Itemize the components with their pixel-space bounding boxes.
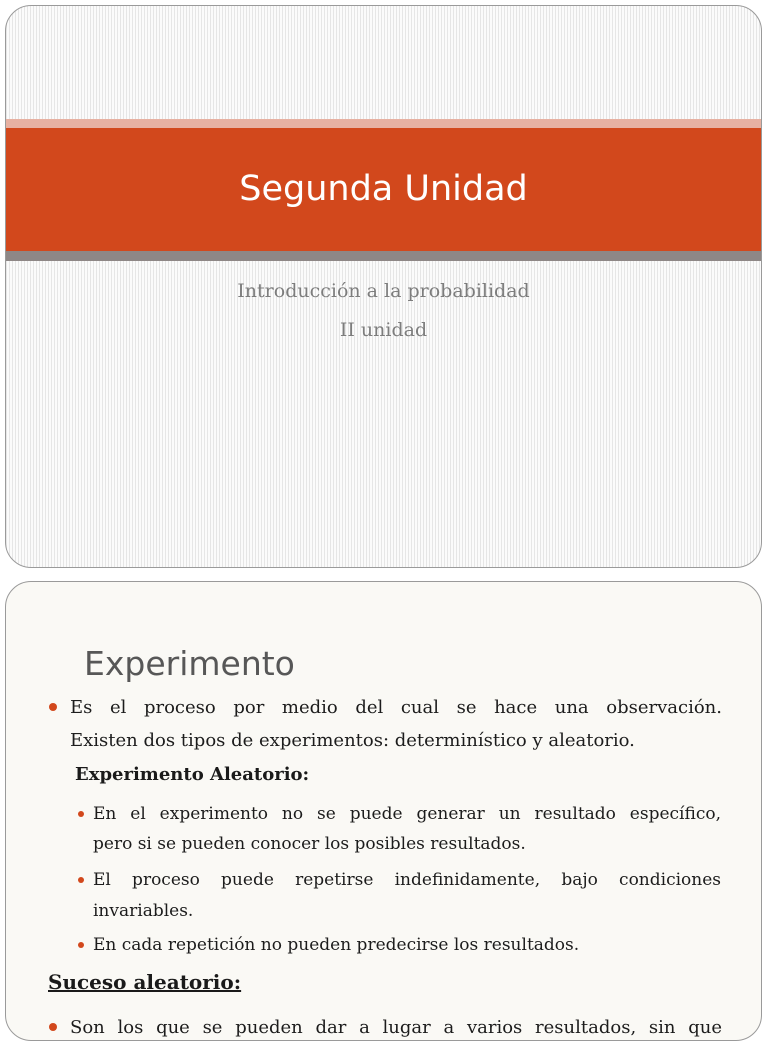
sub-bullet-text: En el experimento no se puede generar un resultado específico, [93, 804, 721, 824]
bullet-text: Son los que se pueden dar a lugar a varios resultados, sin que [70, 1017, 722, 1038]
sub-bullet-text: pero si se pueden conocer los posibles resultados. [93, 834, 526, 854]
sub-bullet-text: invariables. [93, 901, 194, 921]
content-slide [5, 581, 762, 1041]
bullet-text: Es el proceso por medio del cual se hace una observación. [70, 697, 722, 718]
bullet-icon [49, 703, 57, 711]
title-slide [5, 5, 762, 568]
sub-bullet-icon [78, 811, 84, 817]
bullet-text: Existen dos tipos de experimentos: determinístico y aleatorio. [70, 730, 635, 751]
slide-subtitle-unit: II unidad [339, 319, 428, 341]
sub-bullet-text: En cada repetición no pueden predecirse los resultados. [93, 935, 580, 955]
title-band-bottom [6, 251, 761, 261]
bullet-icon [49, 1023, 57, 1031]
slide-subtitle: Introducción a la probabilidad [237, 280, 530, 302]
sub-bullet-icon [78, 877, 84, 883]
title-band-top [6, 119, 761, 128]
section-heading: Suceso aleatorio: [48, 970, 242, 994]
subheading: Experimento Aleatorio: [75, 764, 310, 785]
slide-title: Segunda Unidad [239, 169, 528, 209]
sub-bullet-icon [78, 942, 84, 948]
slide-heading: Experimento [84, 644, 295, 683]
sub-bullet-text: El proceso puede repetirse indefinidamente, bajo condiciones [93, 870, 721, 890]
